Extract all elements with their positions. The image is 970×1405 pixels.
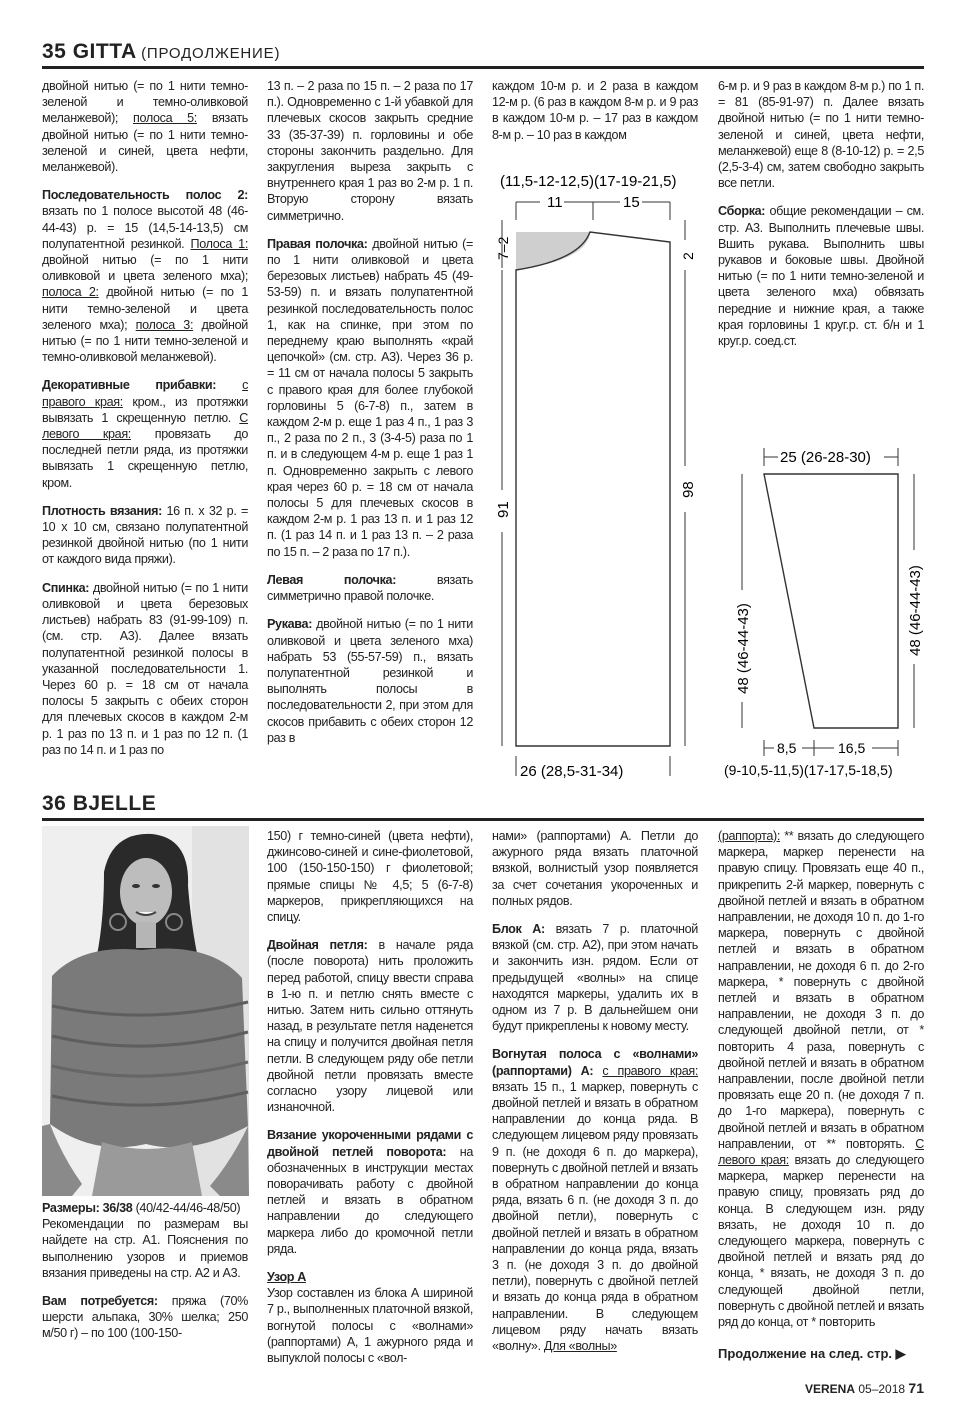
diagram-top-label: (11,5-12-12,5)(17-19-21,5) xyxy=(500,173,677,190)
paragraph: Узор составлен из блока А шириной 7 р., выполненных платочной вязкой, вогнутой полосы с «волнами» (раппортами) А, 1 ажурного ряда и выпуклой полосы с «вол- xyxy=(267,1286,473,1366)
diagram-top-right: 15 xyxy=(623,194,640,211)
paragraph: (раппорта): ** вязать до следующего маркера, маркер перенести на правую спицу. Провязать еще 40 п., прикрепить 2-й маркер, повернуть с двойной петлей и вязать в обратном направлении, не доходя 10 п. до 1-го маркера, повернуть с двойной петлей и вязать в обратном направлении, не доходя 6 п. до 2-го маркера, * повернуть с двойной петлей и вязать в обратном направлении, не доходя 3 п. до следующей двойной петли, от * повторить 4 раза, повернуть с двойной петлей и вязать в обратном направлении, после двойной петли провязать еще 20 п. (не доходя 7 п. до 1-го маркера), повернуть с двойной петлей и вязать в обратном направлении, от ** повторять. С левого края: вязать до следующего маркера, маркер перенести на правую спицу, провязать ряд до конца. В следующем изн. ряду вязать, не доходя 10 п. до следующего маркера, повернуть с двойной петлей и вязать ряд до конца, * вязать, не доходя 3 п. до следующей двойной петли, повернуть с двойной петлей и вязать ряд до конца, от * повторить xyxy=(718,829,924,1330)
diagram-left-big: 91 xyxy=(495,501,512,518)
paragraph: Правая полочка: двойной нитью (= по 1 нити оливковой и цвета березовых листьев) набрать 45 (49-53-59) п. и вязать полупатентной резинкой последовательность полос 1, как на спинке, при этом по переднему краю выполнять «край цепочкой» (см. стр. А3). Через 36 р. = 11 см от начала полосы 5 закрыть с правого края для более глубокой горловины 5 (6-7-8) п., затем в каждом 2-м р. еще 1 раз 4 п., 1 раз 3 п., 2 раза по 2 п., 3 (3-4-5) раза по 1 п. и в следующем 4-м р. еще 1 раз 1 п. Одновременно закрыть с левого края через 60 р. = 18 см от начала полосы 5 для плечевых скосов в каждом 2-м р. 1 раз 13 п. и 1 раз 12 п. (1 раз 14 п. и 1 раз 13 п. – 2 раза по 15 п. – 2 раза по 17 п.). xyxy=(267,236,474,559)
pattern-diagram-body xyxy=(480,160,720,790)
paragraph: 6-м р. и 9 раз в каждом 8-м р.) по 1 п. = 81 (85-91-97) п. Далее вязать двойной нитью (= по 1 нити темно-зеленой и синей, цвета нефти, меланжевой) еще 8 (8-10-12) р. = 2,5 (2,5-3-4) см, затем свободно закрыть все петли. xyxy=(718,79,924,191)
paragraph: Вогнутая полоса с «волнами» (раппортами) А: с правого края: вязать 15 п., 1 маркер, повернуть с двойной петлей и вязать в обратном направлении до конца ряда. В следующем лицевом ряду провязать 9 п. (не доходя 6 п. до маркера), повернуть с двойной петлей и вязать в обратном направлении до конца ряда, вязать 6 п. (не доходя 3 п. до двойной петли), повернуть с двойной петлей и вязать в обратном направлении до конца ряда, вязать 3 п. (не доходя 3 п. до двойной петли), повернуть с двойной петлей и вязать до конца ряда в обратном направлении. В следующем лицевом ряду начать вязать «волну». Для «волны» xyxy=(492,1047,698,1354)
paragraph: Рекомендации по размерам вы найдете на стр. А1. Пояснения по выполнению узоров и приемов вязания приведены на стр. А2 и А3. xyxy=(42,1217,248,1280)
paragraph: нами» (раппортами) А. Петли до ажурного ряда вязать платочной вязкой, волнистый узор появляется за счет сочетания укороченных и полных рядов. xyxy=(492,829,698,908)
paragraph: Рукава: двойной нитью (= по 1 нити оливковой и цвета зеленого мха) набрать 53 (55-57-59) п., вязать полупатентной резинкой и выполнять полосы в последовательности 2, при этом для скосов прибавить с обеих сторон 12 раз в xyxy=(267,617,473,745)
section-header-bjelle xyxy=(42,792,924,821)
continued-link[interactable]: Продолжение на след. стр. ▶ xyxy=(718,1346,906,1361)
page-number: 71 xyxy=(908,1380,924,1396)
paragraph: Вязание укороченными рядами с двойной петлей поворота: на обозначенных в инструкции местах поворачивать работу с двойной петлей и вязать в обратном направлении до следующего маркера либо до кромочной петли ряда. xyxy=(267,1128,473,1256)
paragraph: Размеры: 36/38 (40/42-44/46-48/50) xyxy=(42,1201,241,1215)
diagram-left-small: 7–2 xyxy=(495,236,511,260)
sleeve-bottom-a: 8,5 xyxy=(777,740,797,756)
paragraph: 150) г темно-синей (цвета нефти), джинсово-синей и сине-фиолетовой, 100 (150-150-150) г фиолетовой; прямые спицы № 4,5; 5 (6-7-8) маркеров, прикрепляющихся на спицу. xyxy=(267,829,473,925)
sleeve-right: 48 (46-44-43) xyxy=(907,565,924,656)
diagram-right-small: 2 xyxy=(680,252,696,260)
bjelle-column-4 xyxy=(718,828,924,1342)
sleeve-bottom-sizes: (9-10,5-11,5)(17-17,5-18,5) xyxy=(724,762,893,778)
page-footer xyxy=(805,1380,924,1396)
section-header-gitta xyxy=(42,40,924,69)
section-title: 36 BJELLE xyxy=(42,792,157,815)
diagram-bottom: 26 (28,5-31-34) xyxy=(520,763,624,780)
paragraph: Плотность вязания: 16 п. х 32 р. = 10 х 10 см, связано полупатентной резинкой двойной нитью (по 1 нити от каждого вида пряжи). xyxy=(42,503,248,567)
section-subtitle: (ПРОДОЛЖЕНИЕ) xyxy=(141,45,281,62)
brand-name: VERENA xyxy=(805,1382,856,1396)
paragraph: Левая полочка: вязать симметрично правой полочке. xyxy=(267,572,473,604)
gitta-column-2 xyxy=(267,78,473,758)
paragraph: Сборка: общие рекомендации – см. стр. А3. Выполнить плечевые швы. Вшить рукава. Выполнить швы рукавов и боковые швы. Двойной нитью (= по 1 нити темно-зеленой и цвета зеленого мха) обвязать передние и нижние края, а также края горловины 1 круг.р. ст. б/н и 1 круг.р. соед.ст. xyxy=(718,204,925,349)
model-photo-illustration xyxy=(42,826,249,1196)
bjelle-column-2 xyxy=(267,828,473,1378)
diagram-right-big: 98 xyxy=(680,481,697,498)
bjelle-column-3 xyxy=(492,828,698,1366)
gitta-column-1 xyxy=(42,78,248,770)
paragraph: Вам потребуется: пряжа (70% шерсти альпака, 30% шелка; 250 м/50 г) – по 100 (100-150- xyxy=(42,1294,248,1341)
section-title: 35 GITTA xyxy=(42,40,137,63)
sleeve-top: 25 (26-28-30) xyxy=(780,449,871,466)
sleeve-left: 48 (46-44-43) xyxy=(735,603,752,694)
pattern-heading: Узор А xyxy=(267,1270,307,1285)
diagram-top-left: 11 xyxy=(547,194,563,211)
paragraph: каждом 10-м р. и 2 раза в каждом 12-м р. (6 раз в каждом 8-м р. и 9 раз в каждом 10-м р. – 17 раз в каждом 8-м р. – 10 раз в каждом xyxy=(492,79,698,142)
pattern-diagram-sleeve xyxy=(722,440,932,785)
paragraph: Декоративные прибавки: с правого края: кром., из протяжки вывязать 1 скрещенную петлю. С левого края: провязать до последней петли ряда, из протяжки вывязать 1 скрещенную петлю, кром. xyxy=(42,378,249,490)
gitta-column-4 xyxy=(718,78,924,361)
paragraph: Двойная петля: в начале ряда (после поворота) нить проложить перед работой, спицу ввести справа в 1-ю п. и петлю снять вместе с нитью. Затем нить сильно оттянуть назад, в результате петля наденется на спицу и получится двойная петля петли. В следующем ряду обе петли двойной петли провязать вместе согласно узору лицевой или изнаночной. xyxy=(267,938,474,1115)
model-photo xyxy=(42,826,249,1196)
paragraph: двойной нитью (= по 1 нити темно-зеленой и темно-оливковой меланжевой); полоса 5: вязать двойной нитью (= по 1 нити темно-зеленой и синей, цвета нефти, меланжевой). xyxy=(42,79,248,175)
bjelle-column-1 xyxy=(42,1200,248,1354)
paragraph: Спинка: двойной нитью (= по 1 нити оливковой и цвета березовых листьев) набрать 83 (91-99-109) п. (см. стр. А3). Далее вязать полупатентной резинкой полосы в указанной последовательности 1. Через 60 р. = 18 см от начала полосы 5 закрыть с обеих сторон для плечевых скосов в каждом 2-м р. 1 раз по 13 п. и 1 раз по 12 п. (1 раз по 14 п. и 1 раз по xyxy=(42,580,248,757)
sleeve-bottom-b: 16,5 xyxy=(838,740,866,756)
gitta-column-3 xyxy=(492,78,698,155)
paragraph: Блок А: вязать 7 р. платочной вязкой (см. стр. А2), при этом начать и закончить изн. рядом. Если от предыдущей «волны» на спице находятся маркеры, удалить их в одном из 7 р. В дальнейшем они будут прикреплены к новому месту. xyxy=(492,922,698,1034)
paragraph: 13 п. – 2 раза по 15 п. – 2 раза по 17 п.). Одновременно с 1-й убавкой для плечевых скосов закрыть средние 33 (35-37-39) п. горловины и обе стороны закончить раздельно. Для закругления выреза закрыть с внутреннего края 1 раз во 2-м р. 1 п. Вторую сторону вязать симметрично. xyxy=(267,79,473,223)
paragraph: Последовательность полос 2: вязать по 1 полосе высотой 48 (46-44-43) р. = 15 (14,5-14-13,5) см полупатентной резинкой. Полоса 1: двойной нитью (= по 1 нити оливковой и цвета зеленого мха); полоса 2: двойной нитью (= по 1 нити темно-зеленой и цвета зеленого мха); полоса 3: двойной нитью (= по 1 нити темно-зеленой и темно-оливковой меланжевой). xyxy=(42,188,248,365)
issue-label: 05–2018 xyxy=(858,1382,906,1396)
